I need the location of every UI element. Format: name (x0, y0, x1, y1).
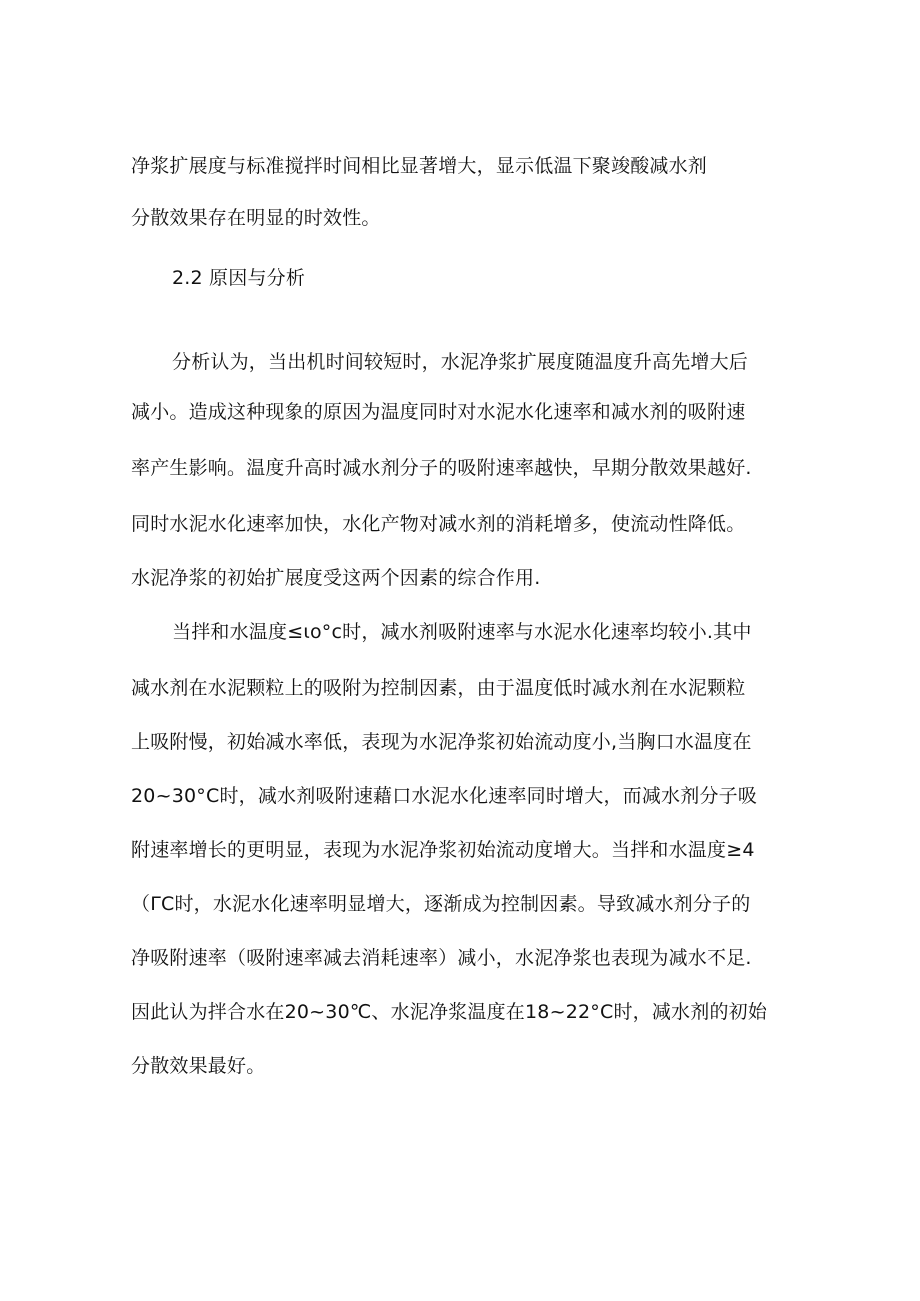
intro-line-1: 净浆扩展度与标准搅拌时间相比显著增大，显示低温下聚竣酸减水剂 (131, 155, 708, 177)
intro-line-2: 分散效果存在明显的时效性。 (131, 207, 381, 229)
paragraph2-line-2: 减水剂在水泥颗粒上的吸附为控制因素，由于温度低时减水剂在水泥颗粒 (131, 677, 746, 699)
paragraph1-line-5: 水泥净浆的初始扩展度受这两个因素的综合作用. (131, 567, 541, 589)
paragraph2-line-5: 附速率增长的更明显，表现为水泥净浆初始流动度增大。当拌和水温度≥4 (131, 839, 755, 861)
paragraph2-line-8: 因此认为拌合水在20~30℃、水泥净浆温度在18~22°C时，减水剂的初始 (131, 1001, 768, 1023)
paragraph2-line-7: 净吸附速率（吸附速率减去消耗速率）减小，水泥净浆也表现为减水不足. (131, 947, 752, 969)
paragraph2-line-9: 分散效果最好。 (131, 1055, 266, 1077)
paragraph2-line-1: 当拌和水温度≤ιo°c时，减水剂吸附速率与水泥水化速率均较小.其中 (172, 621, 752, 643)
paragraph1-line-2: 减小。造成这种现象的原因为温度同时对水泥水化速率和减水剂的吸附速 (131, 401, 746, 423)
paragraph2-line-6: （ΓC时，水泥水化速率明显增大，逐渐成为控制因素。导致减水剂分子的 (131, 893, 751, 915)
paragraph1-line-1: 分析认为，当出机时间较短时，水泥净浆扩展度随温度升高先增大后 (172, 351, 749, 373)
paragraph1-line-4: 同时水泥水化速率加快，水化产物对减水剂的消耗增多，使流动性降低。 (131, 513, 746, 535)
section-heading: 2.2 原因与分析 (172, 267, 306, 289)
paragraph1-line-3: 率产生影响。温度升高时减水剂分子的吸附速率越快，早期分散效果越好. (131, 457, 752, 479)
paragraph2-line-3: 上吸附慢，初始减水率低，表现为水泥净浆初始流动度小,当胸口水温度在 (131, 731, 752, 753)
paragraph2-line-4: 20~30°C时，减水剂吸附速藉口水泥水化速率同时增大，而减水剂分子吸 (131, 785, 758, 807)
